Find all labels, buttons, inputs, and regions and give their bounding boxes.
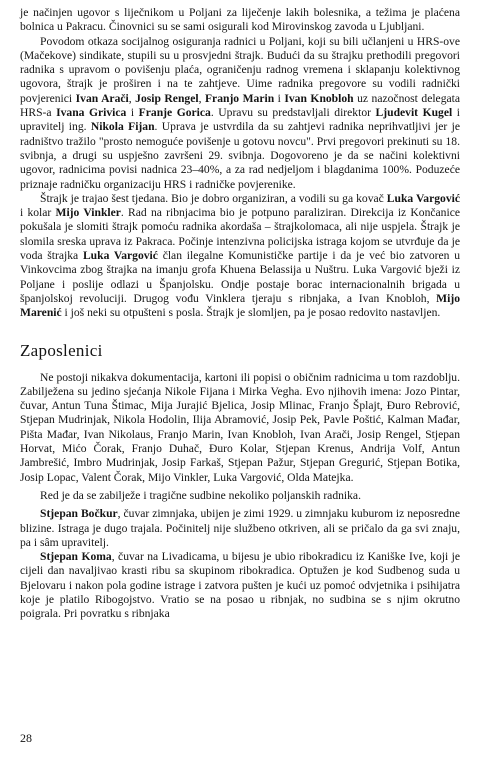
person-name: Mijo Marenić (20, 291, 460, 320)
section-heading: Zaposlenici (20, 340, 103, 360)
text-run: Red je da se zabilježe i tragične sudbine nekoliko poljanskih radnika. (40, 488, 361, 502)
person-name: Mijo Vinkler (55, 206, 121, 220)
text-run: uz nazočnost delegata HRS-a (20, 91, 461, 120)
text-run: Štrajk je trajao šest tjedana. Bio je dobro organiziran, a vodili su ga kovač (40, 191, 387, 205)
person-name: Luka Vargović (82, 249, 158, 263)
text-run: i kolar (20, 206, 56, 220)
paragraph (20, 550, 460, 621)
text-run: , (128, 91, 136, 105)
person-name: Josip Rengel (135, 91, 199, 105)
text-run: Povodom otkaza socijalnog osiguranja radnici u Poljani, koji su bili učlanjeni u HRS-ove (Mačekove) sindikate, stupili su u prosvjedni štrajk. Budući da su štrajku prethodili pregovori radnika s upravom o povišenju plaća, ograničenju radnog vremena i sklapanju kolektivnog ugovora, štrajk je proširen i na te zahtjeve. Uime radnika pregovore su vodili radnički povjerenici (20, 34, 460, 105)
person-name: Stjepan Bočkur (40, 507, 118, 521)
paragraph (20, 371, 460, 485)
person-name: Nikola Fijan (90, 120, 155, 134)
page-number: 28 (20, 731, 32, 745)
paragraph (20, 192, 460, 321)
text-run: . Upravu su predstavljali direktor (210, 106, 376, 120)
text-run: i još neki su otpušteni s posla. Štrajk je slomljen, pa je posao redovito nastavljen. (61, 306, 441, 320)
paragraph (20, 6, 460, 35)
text-run: , čuvar na Livadicama, u bijesu je ubio ribokradicu iz Kaniške Ive, koji je cijeli dan navaljivao krasti ribu sa skupinom ribokradica. Optužen je kod Sudbenog suda u Bjelovaru i nakon pola godine istrage i zatvora pušten je kući uz pomoć odvjetnika i psihijatra koje je platilo Ribogojstvo. Vratio se na posao u ribnjak, no sudbina se s njim okrutno poigrala. Pri povratku s ribnjaka (20, 550, 460, 621)
body-text-section (20, 371, 460, 622)
person-name: Ivana Grivica (56, 106, 127, 120)
person-name: Stjepan Koma (40, 550, 112, 564)
text-run: Ne postoji nikakva dokumentacija, kartoni ili popisi o običnim radnicima u tom razdoblju. Zabilježena su jedino sjećanja Nikole Fijana i Mirka Vegha. Evo njihovih imena: Jozo Pintar, čuvar, Antun Tuna Štimac, Mija Jurajić Bjelica, Josip Mlinac, Franjo Šplajt, Đuro Rebrović, Stjepan Mudrinjak, Nikola Hodolin, Ilija Abramović, Josip Pek, Pavle Poštić, Kalman Mađar, Pišta Mađar, Ivan Nikolaus, Franjo Marin, Ivan Knobloh, Ivan Arači, Josip Rengel, Stjepan Horvat, Mićo Čorak, Franjo Duhač, Đuro Kolar, Stjepan Krenus, Andrija Volf, Antun Jambrešić, Imbro Mudrinjak, Josip Farkaš, Stjepan Pažur, Stjepan Gregurić, Stjepan Botika, Josip Lopac, Valent Čorak, Mijo Vinkler, Luka Vargović, Olda Matejka. (20, 370, 460, 484)
text-run: , (198, 91, 205, 105)
text-run: član ilegalne Komunističke partije i da je već bio zatvoren u Vinkovcima zbog štrajka na imanju grofa Khuena Belassija u Nuštru. Luka Vargović bježi iz Poljane i poslije odlazi u Španjolsku. Ondje postaje borac internacionalnih brigada u španjolskoj revoluciji. Drugog vođu Vinklera tjeraju s ribnjaka, a Ivan Knobloh, (20, 249, 461, 305)
person-name: Luka Vargović (386, 191, 460, 205)
text-run: je načinjen ugovor s liječnikom u Poljani za liječenje lakih bolesnika, a težima je plaćena bolnica u Pakracu. Činovnici su se sami osigurali kod Mirovinskog zavoda u Ljubljani. (20, 6, 460, 34)
paragraph (20, 489, 460, 503)
person-name: Ljudevit Kugel (375, 106, 453, 120)
paragraph (20, 507, 460, 550)
text-run: , čuvar zimnjaka, ubijen je zimi 1929. u zimnjaku kuburom iz neposredne blizine. Istraga je dugo trajala. Počinitelj nije službeno otkriven, ali se pričalo da ga svi znaju, pa i sâm upravitelj. (20, 507, 461, 549)
text-run: . Uprava je ustvrdila da su zahtjevi radnika neprihvatljivi jer je radništvo tražilo "prosto nemoguće povišenje u gotovu novcu". Prvi pregovori prekinuti su 18. svibnja, a drugi su uspješno završeni 29. svibnja. Dogovoreno je da se načini kolektivni ugovor, radnicima povisi nadnica 23–40%, a za rad nedjeljom i blagdanima 100%. Poduzeće priznaje radničku organizaciju HRS i radničke povjerenike. (20, 120, 460, 191)
text-run: i (274, 91, 285, 105)
person-name: Ivan Knobloh (284, 91, 354, 105)
person-name: Franje Gorica (138, 106, 211, 120)
person-name: Ivan Arači (75, 91, 129, 105)
paragraph (20, 35, 460, 192)
person-name: Franjo Marin (204, 91, 275, 105)
body-text-top (20, 6, 460, 321)
text-run: i (126, 106, 139, 120)
text-run: . Rad na ribnjacima bio je potpuno paraliziran. Direkcija iz Končanice pokušala je slomiti štrajk pomoću radnika akordaša – štrajkolomaca, ali nije uspjela. Štrajk je slomila sreska uprava iz Pakraca. Počinje intenzivna policijska istraga kojom se utvrđuje da je voda štrajka (20, 206, 460, 263)
text-run: i upravitelj ing. (20, 106, 460, 134)
